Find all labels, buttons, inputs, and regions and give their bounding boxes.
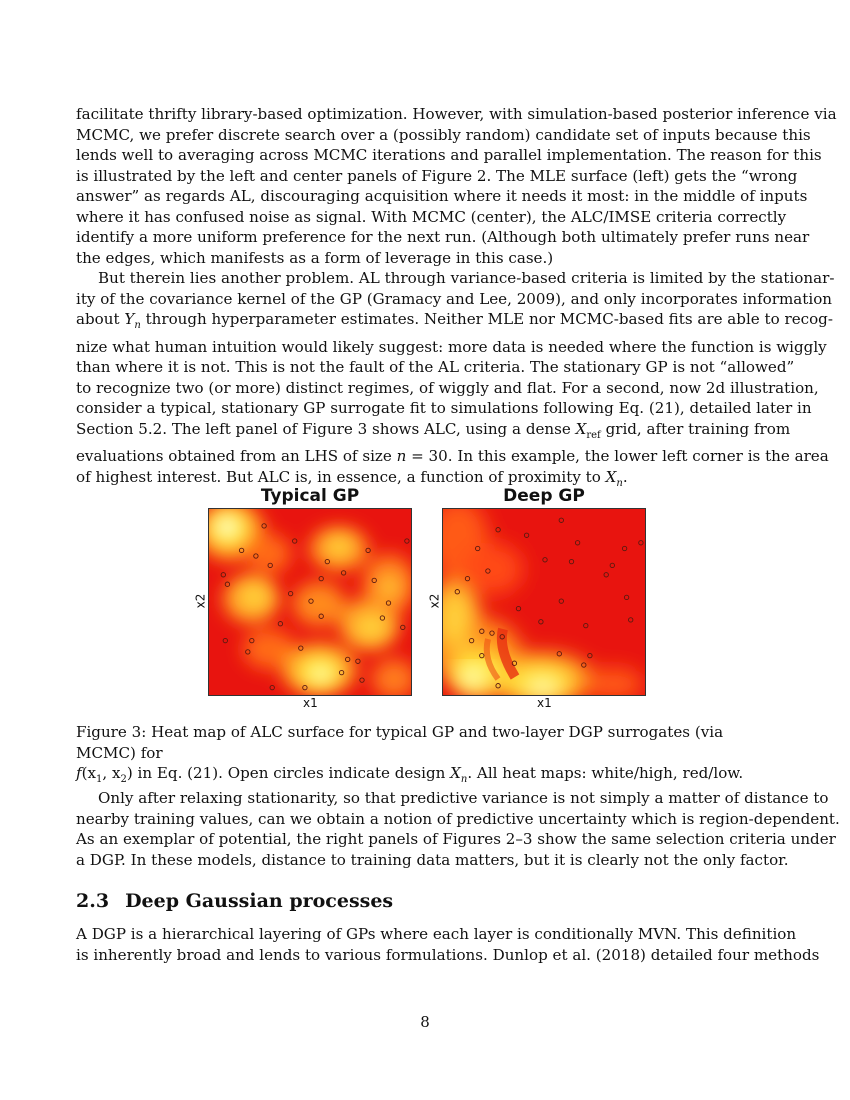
- text-line: of highest interest. But ALC is, in essence, a function of proximity to $X_n$.: [76, 467, 628, 489]
- paragraph-2: [76, 268, 835, 494]
- page-number: 8: [420, 1013, 430, 1031]
- text-line: where it has confused noise as signal. With MCMC (center), the ALC/IMSE criteria correctly: [76, 207, 787, 226]
- text-line: the edges, which manifests as a form of leverage in this case.): [76, 248, 554, 267]
- text-line: to recognize two (or more) distinct regimes, of wiggly and flat. For a second, now 2d illustration,: [76, 378, 819, 397]
- text-line: about $Y_n$ through hyperparameter estimates. Neither MLE nor MCMC-based fits are able to recog-: [76, 310, 833, 332]
- x-axis-label-right: x1: [537, 696, 552, 710]
- text-line: ity of the covariance kernel of the GP (Gramacy and Lee, 2009), and only incorporates information: [76, 289, 832, 308]
- text-line: answer” as regards AL, discouraging acquisition where it needs it most: in the middle of inputs: [76, 187, 808, 205]
- text-line: MCMC, we prefer discrete search over a (possibly random) candidate set of inputs because this: [76, 125, 811, 144]
- y-axis-label-right: x2: [427, 593, 442, 609]
- text-line: evaluations obtained from an LHS of size n = 30. In this example, the lower left corner is the area: [76, 447, 829, 466]
- text-line: A DGP is a hierarchical layering of GPs where each layer is conditionally MVN. This definition: [76, 925, 797, 943]
- figure-left-title: Typical GP: [260, 486, 360, 506]
- section-number: 2.3: [76, 890, 110, 912]
- heatmap-typical-gp: [208, 508, 412, 696]
- text-line: is illustrated by the left and center panels of Figure 2. The MLE surface (left) gets the “wrong: [76, 166, 798, 185]
- section-heading: [76, 890, 393, 912]
- heatmap-deep-gp: [442, 508, 646, 696]
- text-line: a DGP. In these models, distance to training data matters, but it is clearly not the only factor.: [76, 850, 789, 869]
- x-axis-label-left: x1: [303, 696, 318, 710]
- text-line: lends well to averaging across MCMC iterations and parallel implementation. The reason for this: [76, 146, 822, 164]
- text-line: nize what human intuition would likely suggest: more data is needed where the function is wiggly: [76, 337, 827, 356]
- text-line: identify a more uniform preference for the next run. (Although both ultimately prefer runs near: [76, 228, 810, 246]
- text-line: But therein lies another problem. AL through variance-based criteria is limited by the stationar-: [98, 269, 835, 287]
- section-title: Deep Gaussian processes: [125, 890, 394, 912]
- text-line: nearby training values, can we obtain a notion of predictive uncertainty which is region-dependent.: [76, 809, 840, 828]
- text-line: As an exemplar of potential, the right panels of Figures 2–3 show the same selection criteria under: [76, 830, 836, 848]
- paragraph-3: [76, 788, 840, 870]
- paragraph-1: [76, 104, 837, 268]
- paragraph-4: [76, 924, 820, 965]
- figure-right-title: Deep GP: [503, 486, 585, 506]
- text-line: consider a typical, stationary GP surrogate fit to simulations following Eq. (21), detailed later in: [76, 399, 812, 418]
- text-line: than where it is not. This is not the fault of the AL criteria. The stationary GP is not “allowed”: [76, 358, 795, 377]
- caption-line: Figure 3: Heat map of ALC surface for typical GP and two-layer DGP surrogates (via MCMC) for: [76, 723, 724, 762]
- figure-caption: [76, 722, 776, 791]
- caption-line: $f(x_1$, $x_2$) in Eq. (21). Open circles indicate design $X_n$. All heat maps: white/high, red/low.: [76, 764, 744, 786]
- y-axis-label-left: x2: [193, 593, 208, 609]
- text-line: is inherently broad and lends to various formulations. Dunlop et al. (2018) detailed four methods: [76, 945, 820, 964]
- text-line: Only after relaxing stationarity, so that predictive variance is not simply a matter of distance to: [98, 789, 829, 807]
- text-line: facilitate thrifty library-based optimization. However, with simulation-based posterior inference via: [76, 105, 837, 123]
- text-line: Section 5.2. The left panel of Figure 3 shows ALC, using a dense $X_{ref}$ grid, after training from: [76, 419, 791, 441]
